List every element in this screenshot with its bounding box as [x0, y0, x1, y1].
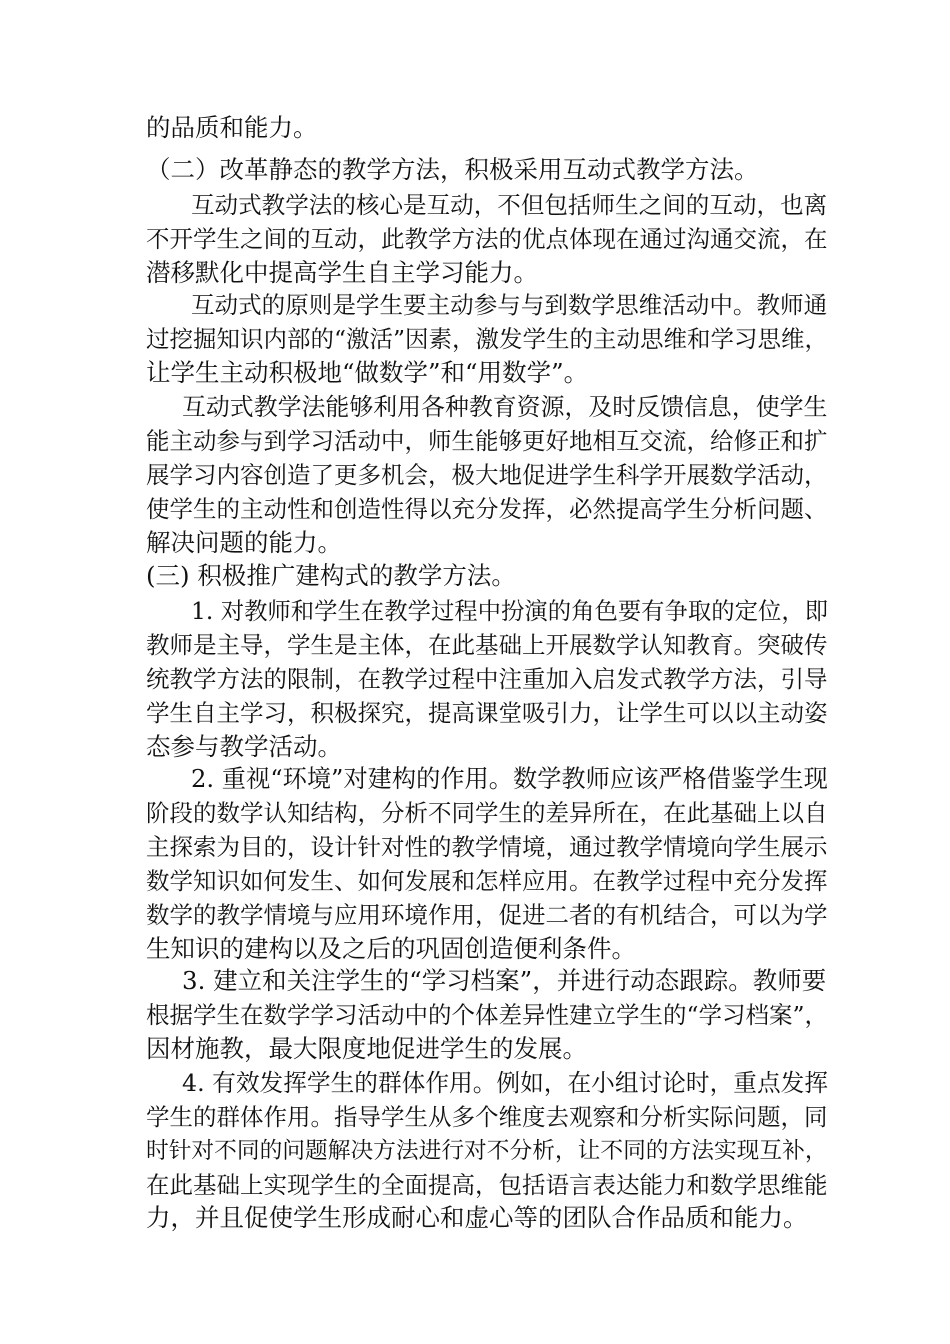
text-line: 让学生主动积极地“做数学”和“用数学”。: [146, 358, 589, 387]
text-line: 不开学生之间的互动，此教学方法的优点体现在通过沟通交流，在: [146, 225, 828, 253]
heading-text: （二）改革静态的教学方法，积极采用互动式教学方法。: [146, 155, 759, 184]
text-line: 态参与教学活动。: [146, 732, 342, 761]
heading-text: (三) 积极推广建构式的教学方法。: [146, 561, 516, 590]
text-line: 阶段的数学认知结构，分析不同学生的差异所在，在此基础上以自: [146, 799, 828, 827]
text-line: 数学的教学情境与应用环境作用，促进二者的有机结合，可以为学: [146, 901, 828, 929]
text-line: 在此基础上实现学生的全面提高，包括语言表达能力和数学思维能: [146, 1171, 828, 1199]
text-line: 数学知识如何发生、如何发展和怎样应用。在教学过程中充分发挥: [146, 867, 828, 895]
text-line: 1. 对教师和学生在教学过程中扮演的角色要有争取的定位，即: [191, 597, 829, 625]
text-line: 根据学生在数学学习活动中的个体差异性建立学生的“学习档案”，: [146, 1001, 829, 1029]
text-line: 能主动参与到学习活动中，师生能够更好地相互交流，给修正和扩: [146, 427, 828, 455]
text-line: 生知识的建构以及之后的巩固创造便利条件。: [146, 934, 636, 963]
text-line: 的品质和能力。: [146, 113, 318, 142]
text-line: 潜移默化中提高学生自主学习能力。: [146, 258, 538, 287]
text-line: 时针对不同的问题解决方法进行对不分析，让不同的方法实现互补，: [146, 1138, 828, 1164]
text-line: 2. 重视“环境”对建构的作用。数学教师应该严格借鉴学生现: [191, 765, 828, 793]
text-line: 主探索为目的，设计针对性的教学情境，通过教学情境向学生展示: [146, 833, 828, 861]
text-line: 因材施教，最大限度地促进学生的发展。: [146, 1034, 587, 1063]
text-line: 互动式教学法能够利用各种教育资源，及时反馈信息，使学生: [182, 393, 828, 421]
text-line: 教师是主导，学生是主体，在此基础上开展数学认知教育。突破传: [146, 631, 828, 659]
text-line: 学生自主学习，积极探究，提高课堂吸引力，让学生可以以主动姿: [146, 699, 828, 727]
text-line: 展学习内容创造了更多机会，极大地促进学生科学开展数学活动，: [146, 461, 828, 489]
text-line: 互动式的原则是学生要主动参与与到数学思维活动中。教师通: [191, 291, 828, 319]
text-line: 3. 建立和关注学生的“学习档案”，并进行动态跟踪。教师要: [182, 966, 827, 995]
text-line: 解决问题的能力。: [146, 528, 342, 557]
text-line: 4. 有效发挥学生的群体作用。例如，在小组讨论时，重点发挥: [182, 1069, 829, 1097]
text-line: 互动式教学法的核心是互动，不但包括师生之间的互动，也离: [191, 191, 828, 219]
text-line: 统教学方法的限制，在教学过程中注重加入启发式教学方法，引导: [146, 665, 828, 693]
text-line: 力，并且促使学生形成耐心和虚心等的团队合作品质和能力。: [146, 1203, 808, 1232]
text-line: 过挖掘知识内部的“激活”因素，激发学生的主动思维和学习思维，: [146, 325, 829, 353]
text-line: 使学生的主动性和创造性得以充分发挥，必然提高学生分析问题、: [146, 495, 828, 523]
text-line: 学生的群体作用。指导学生从多个维度去观察和分析实际问题，同: [146, 1103, 828, 1131]
